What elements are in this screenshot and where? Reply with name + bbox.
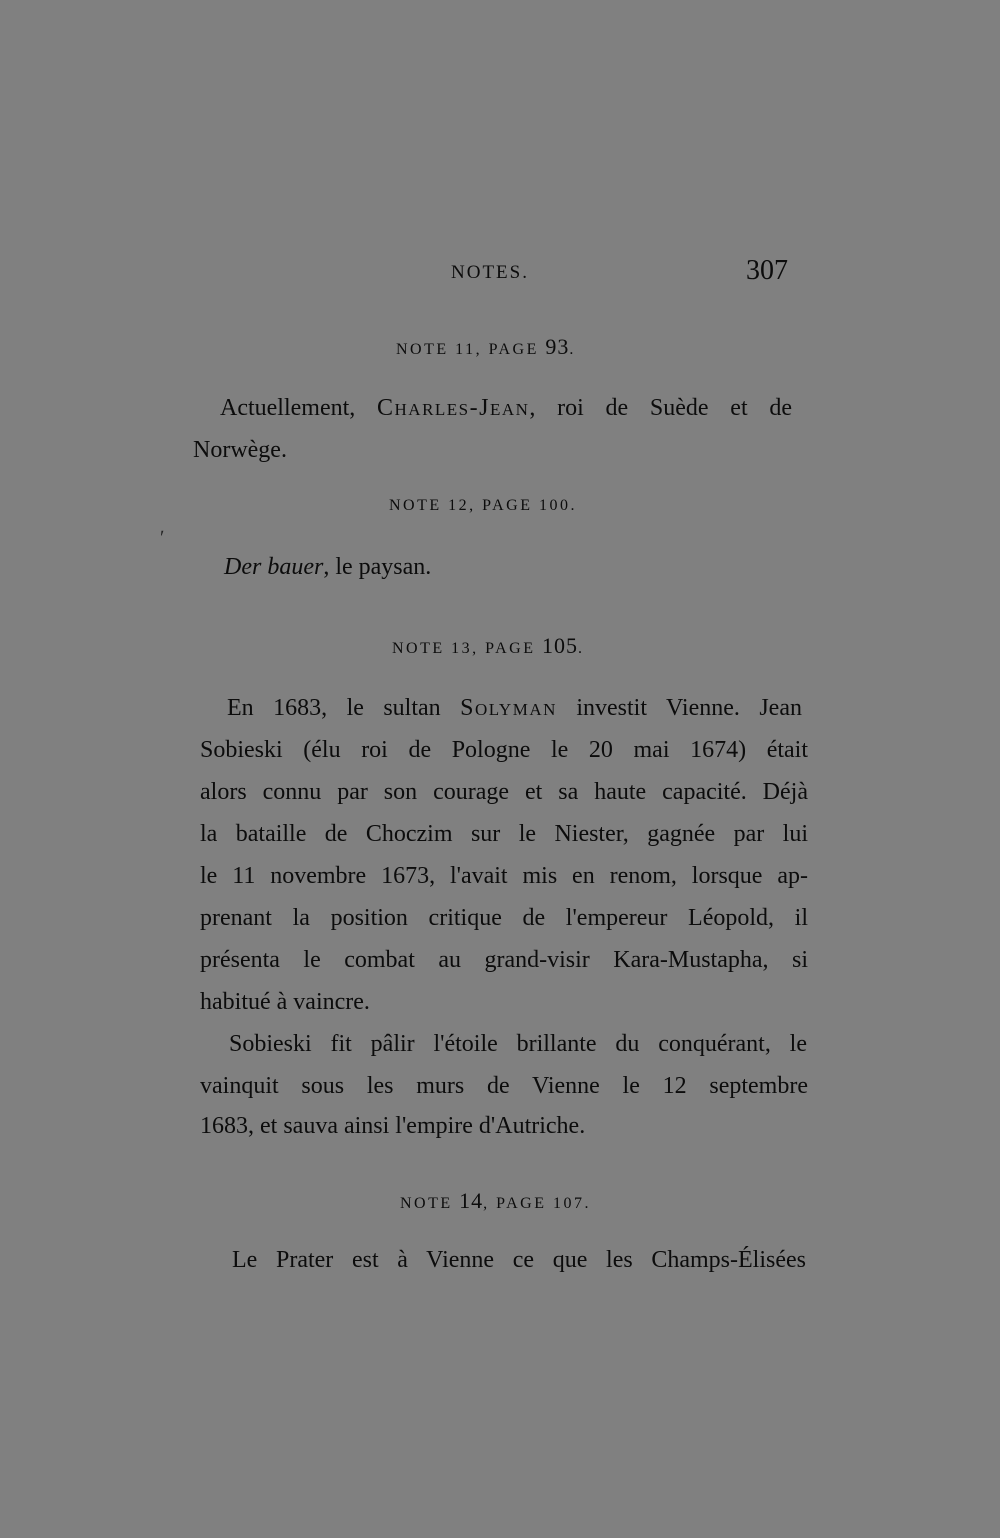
text-fragment: Le Prater est à Vienne ce que les Champs-Élisées bbox=[232, 1247, 806, 1273]
note-heading-number: 14 bbox=[459, 1188, 484, 1213]
note-13-heading bbox=[392, 633, 584, 659]
page-number: 307 bbox=[746, 255, 788, 286]
note-11-line-1 bbox=[220, 395, 792, 422]
german-phrase: Der bauer bbox=[224, 554, 324, 580]
note-heading-prefix: NOTE bbox=[396, 341, 456, 358]
name-charles-jean: Charles-Jean bbox=[377, 395, 530, 421]
note-heading-end: . bbox=[569, 341, 576, 358]
note-heading-end: . bbox=[584, 1195, 591, 1212]
note-13-line-1 bbox=[227, 695, 802, 722]
text-fragment: alors connu par son courage et sa haute capacité. Déjà bbox=[200, 779, 808, 805]
note-12-line-1 bbox=[224, 554, 431, 581]
note-heading-number: 12 bbox=[448, 497, 470, 514]
text-fragment: présenta le combat au grand-visir Kara-Mustapha, si bbox=[200, 947, 808, 973]
text-fragment: Actuellement, bbox=[220, 395, 378, 421]
note-heading-number: 13 bbox=[451, 640, 473, 657]
note-13-line-2 bbox=[200, 737, 808, 764]
note-13-para2-line-3: 1683, et sauva ainsi l'empire d'Autriche. bbox=[200, 1113, 586, 1139]
note-11-line-2: Norwège. bbox=[193, 437, 287, 463]
note-12-heading bbox=[389, 497, 577, 515]
note-11-heading bbox=[396, 334, 576, 360]
note-heading-page: 93 bbox=[545, 334, 570, 359]
text-fragment: investit Vienne. Jean bbox=[556, 695, 802, 721]
note-14-heading bbox=[400, 1188, 591, 1214]
text-fragment: , roi de Suède et de bbox=[529, 395, 793, 421]
note-heading-end: . bbox=[577, 640, 585, 657]
note-heading-end: . bbox=[570, 497, 577, 514]
note-heading-number: 11 bbox=[455, 341, 476, 358]
text-fragment: la bataille de Choczim sur le Niester, gagnée par lui bbox=[200, 821, 808, 847]
text-fragment: le 11 novembre 1673, l'avait mis en renom, lorsque ap- bbox=[200, 863, 808, 889]
name-solyman: Solyman bbox=[460, 695, 557, 721]
note-heading-page: 107 bbox=[552, 1195, 585, 1212]
text-fragment: , le paysan. bbox=[323, 554, 432, 580]
note-heading-prefix: NOTE bbox=[400, 1195, 460, 1212]
note-heading-prefix: NOTE bbox=[392, 640, 452, 657]
note-13-line-3 bbox=[200, 779, 808, 806]
note-14-line-1 bbox=[232, 1247, 806, 1274]
text-fragment: Sobieski (élu roi de Pologne le 20 mai 1674) était bbox=[200, 737, 808, 763]
note-13-line-5 bbox=[200, 863, 808, 890]
note-13-line-6 bbox=[200, 905, 808, 932]
stray-mark: ʹ bbox=[160, 527, 165, 549]
running-title: NOTES. bbox=[451, 262, 529, 283]
note-heading-mid: , PAGE bbox=[469, 497, 539, 514]
note-heading-mid: , PAGE bbox=[483, 1195, 553, 1212]
text-fragment: prenant la position critique de l'empereur Léopold, il bbox=[200, 905, 808, 931]
text-fragment: En 1683, le sultan bbox=[227, 695, 461, 721]
note-heading-mid: , PAGE bbox=[475, 341, 546, 358]
note-heading-page: 105 bbox=[541, 633, 578, 658]
note-13-para2-line-2 bbox=[200, 1073, 808, 1100]
note-13-line-4 bbox=[200, 821, 808, 848]
note-heading-prefix: NOTE bbox=[389, 497, 449, 514]
text-fragment: Sobieski fit pâlir l'étoile brillante du conquérant, le bbox=[229, 1031, 807, 1057]
note-13-line-8: habitué à vaincre. bbox=[200, 989, 370, 1015]
text-fragment: vainquit sous les murs de Vienne le 12 septembre bbox=[200, 1073, 808, 1099]
note-13-para2-line-1 bbox=[229, 1031, 807, 1058]
note-13-line-7 bbox=[200, 947, 808, 974]
note-heading-page: 100 bbox=[538, 497, 571, 514]
note-heading-mid: , PAGE bbox=[472, 640, 542, 657]
